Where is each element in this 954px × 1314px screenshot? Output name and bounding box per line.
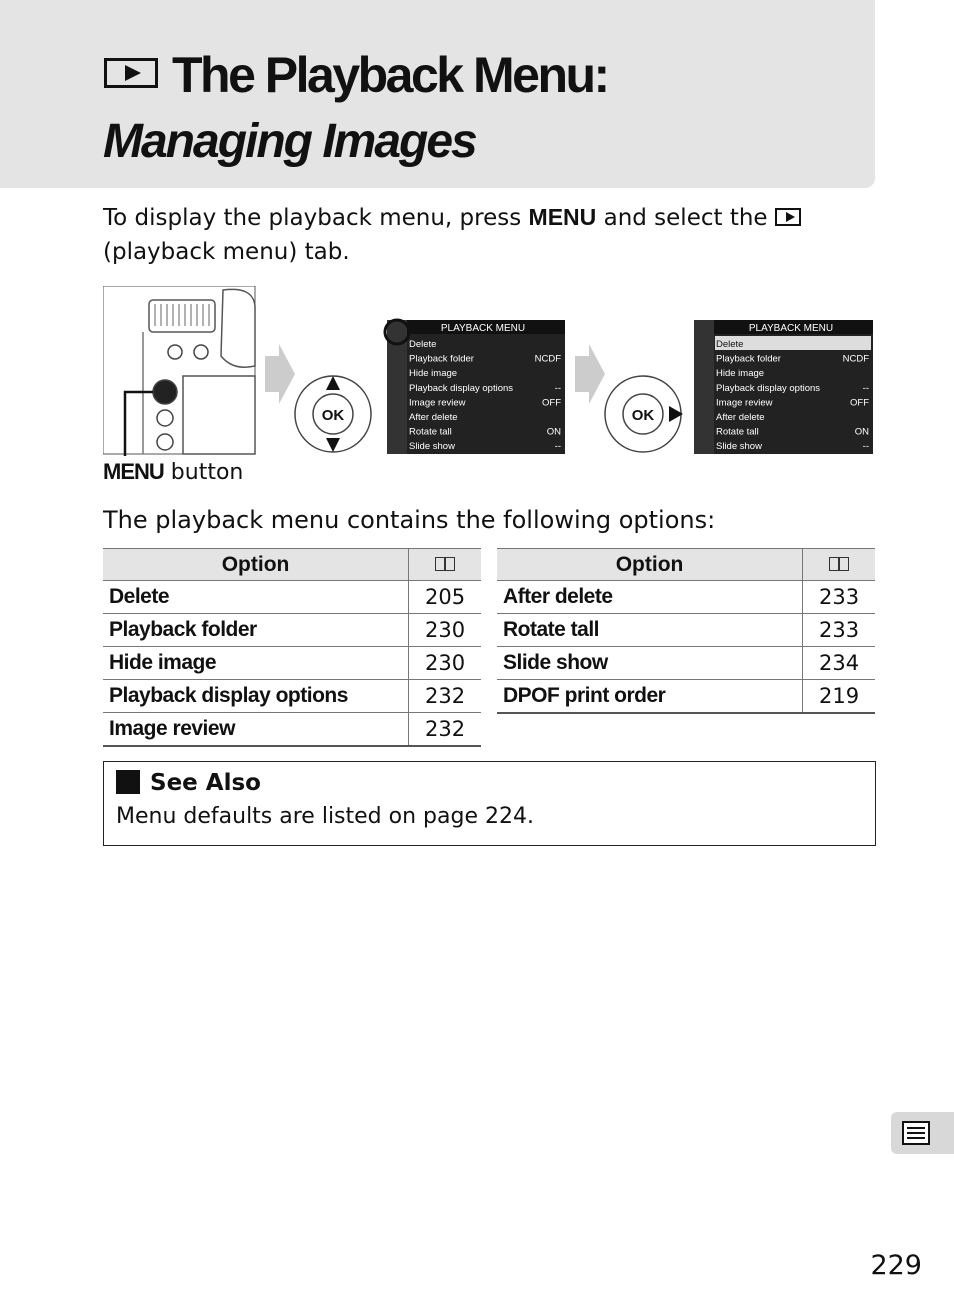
option-name: Delete (103, 581, 409, 614)
column-header-page (409, 549, 481, 581)
option-name: Slide show (497, 647, 803, 680)
page-ref: 233 (803, 581, 875, 614)
screen-menu-item: Playback display options (409, 382, 514, 394)
screen-menu-item: Image review (409, 397, 466, 409)
multi-selector-illustration (605, 376, 683, 452)
option-name: After delete (497, 581, 803, 614)
screen-menu-value: -- (554, 441, 561, 453)
screen-menu-item: Slide show (716, 441, 762, 453)
ok-button-label: OK (631, 407, 655, 424)
screen-menu-item: After delete (409, 412, 458, 423)
page-reference-icon (435, 557, 455, 571)
page-ref: 232 (409, 680, 481, 713)
see-also-heading: See Also (150, 770, 261, 796)
option-name: Rotate tall (497, 614, 803, 647)
screen-menu-item: After delete (716, 412, 765, 423)
arrow-right-icon (265, 344, 295, 404)
page-subtitle: Managing Images (103, 115, 476, 168)
table-row (497, 614, 875, 647)
page-ref: 233 (803, 614, 875, 647)
intro-paragraph: To display the playback menu, press MENU and select the (playback menu) tab. (103, 200, 803, 269)
table-intro: The playback menu contains the following options: (103, 506, 716, 534)
playback-tab-icon (775, 208, 801, 226)
option-name: Playback folder (103, 614, 409, 647)
multi-selector-illustration (295, 376, 371, 452)
screen-menu-item: Image review (716, 397, 773, 409)
pencil-icon (116, 770, 140, 794)
playback-icon (104, 58, 158, 88)
screen-menu-value: ON (854, 426, 869, 438)
column-header-option: Option (103, 549, 409, 581)
column-header-option: Option (497, 549, 803, 581)
menu-guide-tab (891, 1112, 954, 1154)
page-ref: 232 (409, 713, 481, 747)
table-row (103, 647, 481, 680)
instruction-figure (103, 286, 875, 456)
screen-heading: PLAYBACK MENU (748, 323, 834, 334)
page-number: 229 (870, 1250, 922, 1281)
table-row (103, 614, 481, 647)
menu-button-label: MENU (528, 204, 597, 230)
table-row (497, 581, 875, 614)
screen-menu-value: NCDF (842, 353, 869, 365)
screen-menu-value: -- (862, 441, 869, 453)
screen-heading: PLAYBACK MENU (440, 323, 526, 334)
screen-menu-item: Delete (409, 339, 437, 350)
screen-menu-item: Rotate tall (409, 426, 452, 438)
arrow-right-icon (575, 344, 605, 404)
screen-menu-value: NCDF (534, 353, 561, 365)
see-also-box (103, 761, 876, 846)
options-table-left (103, 548, 481, 747)
option-name: DPOF print order (497, 680, 803, 714)
screen-menu-value: ON (546, 426, 561, 438)
camera-illustration (103, 286, 255, 456)
page-ref: 219 (803, 680, 875, 714)
screen-menu-value: OFF (850, 397, 869, 409)
screen-menu-item: Playback folder (716, 353, 781, 365)
page-reference-icon (829, 557, 849, 571)
table-row (497, 647, 875, 680)
ok-button-label: OK (321, 407, 345, 424)
screen-menu-item: Hide image (409, 368, 458, 380)
menu-list-icon (891, 1112, 954, 1154)
options-table-right (497, 548, 875, 714)
page-ref: 230 (409, 647, 481, 680)
table-row (103, 581, 481, 614)
screen-menu-value: OFF (542, 397, 561, 409)
table-row (103, 713, 481, 747)
option-name: Playback display options (103, 680, 409, 713)
page-ref: 205 (409, 581, 481, 614)
option-name: Hide image (103, 647, 409, 680)
screen-menu-item: Playback folder (409, 353, 474, 365)
screen-menu-item: Slide show (409, 441, 455, 453)
table-row (103, 680, 481, 713)
page-ref: 234 (803, 647, 875, 680)
column-header-page (803, 549, 875, 581)
page-title: The Playback Menu: (104, 44, 608, 106)
screen-menu-item: Delete (716, 339, 744, 350)
screen-menu-item: Playback display options (716, 382, 821, 394)
screen-menu-item: Rotate tall (716, 426, 759, 438)
chapter-header (0, 0, 875, 188)
see-also-text: Menu defaults are listed on page 224. (116, 804, 534, 829)
screen-menu-value: -- (554, 382, 561, 394)
screen-menu-value: -- (862, 382, 869, 394)
option-name: Image review (103, 713, 409, 747)
table-row (497, 680, 875, 714)
page-ref: 230 (409, 614, 481, 647)
menu-button-caption: MENU button (103, 459, 244, 485)
screen-menu-item: Hide image (716, 368, 765, 380)
